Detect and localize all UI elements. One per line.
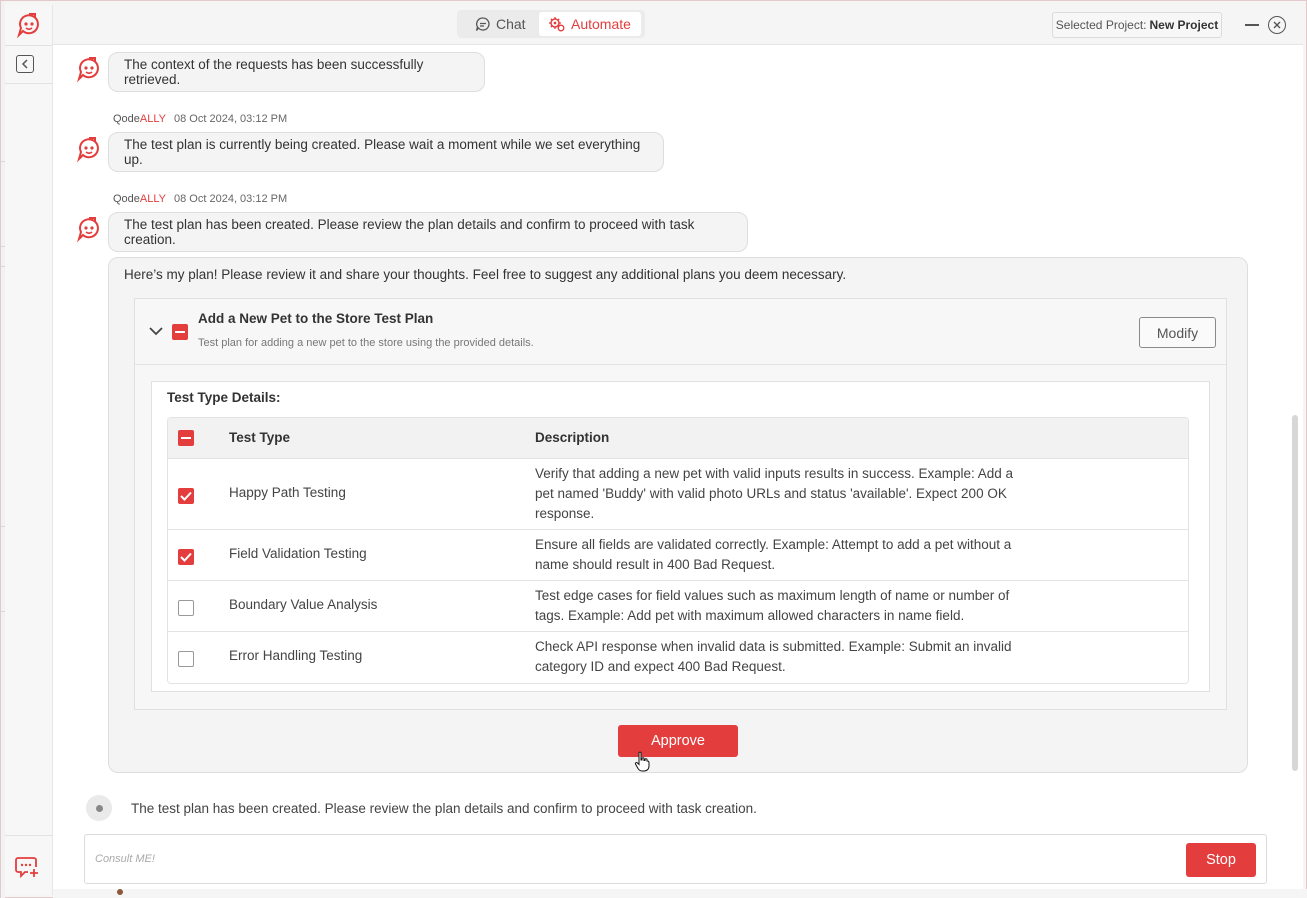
- message-bubble: The context of the requests has been successfully retrieved.: [108, 52, 485, 92]
- row-checkbox[interactable]: [178, 600, 194, 616]
- test-type-name: Field Validation Testing: [229, 546, 367, 561]
- bot-avatar-icon: [75, 215, 103, 243]
- status-indicator-icon: [86, 795, 112, 821]
- details-title: Test Type Details:: [167, 390, 281, 405]
- test-type-description: Test edge cases for field values such as maximum length of name or number of tags. Example: Add pet with maximum allowed characters in name field.: [535, 588, 1010, 623]
- table-row: [168, 459, 1188, 530]
- bot-avatar-icon: [75, 55, 103, 83]
- sender-name-suffix: ALLY: [139, 113, 167, 125]
- test-type-name: Error Handling Testing: [229, 648, 363, 663]
- plan-title: Add a New Pet to the Store Test Plan: [198, 311, 434, 326]
- selected-project-name: New Project: [1149, 18, 1219, 32]
- select-all-checkbox[interactable]: [178, 430, 194, 446]
- approve-button[interactable]: Approve: [618, 725, 738, 757]
- plan-subtitle: Test plan for adding a new pet to the store using the provided details.: [198, 337, 534, 349]
- table-row: [168, 632, 1188, 683]
- row-checkbox[interactable]: [178, 651, 194, 667]
- table-row: [168, 530, 1188, 581]
- test-type-name: Happy Path Testing: [229, 485, 346, 500]
- consult-input[interactable]: [95, 849, 1175, 869]
- background-window-peek: [53, 889, 1307, 898]
- row-checkbox[interactable]: [178, 549, 194, 565]
- row-checkbox[interactable]: [178, 488, 194, 504]
- modify-button[interactable]: Modify: [1139, 317, 1216, 348]
- chat-scrollbar[interactable]: [1292, 415, 1298, 771]
- test-type-details: [151, 381, 1210, 692]
- table-header: [168, 418, 1188, 459]
- message-bubble: The test plan has been created. Please review the plan details and confirm to proceed with task creation.: [108, 212, 748, 252]
- sidebar: [5, 5, 53, 895]
- qodeally-logo-icon: [15, 11, 43, 39]
- chat-mode-tab[interactable]: [475, 10, 526, 38]
- test-type-description: Ensure all fields are validated correctly. Example: Attempt to add a pet without a name should result in 400 Bad Request.: [535, 537, 1012, 572]
- test-type-description: Check API response when invalid data is submitted. Example: Submit an invalid category ID and expect 400 Bad Request.: [535, 639, 1012, 674]
- bot-avatar-icon: [75, 135, 103, 163]
- automate-mode-label: Automate: [571, 16, 631, 32]
- chat-area: [53, 45, 1303, 895]
- new-chat-icon[interactable]: [14, 853, 40, 879]
- test-type-name: Boundary Value Analysis: [229, 597, 378, 612]
- message-timestamp: 08 Oct 2024, 03:12 PM: [174, 193, 288, 205]
- top-bar: [53, 5, 1303, 45]
- test-type-description: Verify that adding a new pet with valid inputs results in success. Example: Add a pet named 'Buddy' with valid photo URLs and status 'available'. Expect 200 OK response.: [535, 466, 1014, 521]
- sender-name-prefix: Qode: [113, 113, 140, 125]
- test-plan-header: [135, 299, 1226, 365]
- column-header-test-type: Test Type: [229, 430, 291, 445]
- status-row: [86, 795, 757, 821]
- message-meta: [113, 193, 287, 205]
- automate-gears-icon: [548, 15, 566, 33]
- message-meta: [113, 113, 287, 125]
- checkmark-icon: [180, 552, 192, 562]
- minimize-button[interactable]: [1245, 24, 1259, 26]
- composer: [84, 834, 1267, 884]
- chat-bubble-icon: [475, 16, 491, 32]
- checkmark-icon: [180, 491, 192, 501]
- close-icon: [1273, 21, 1281, 29]
- hand-cursor-icon: [634, 751, 650, 773]
- selected-project-selector[interactable]: [1052, 12, 1222, 38]
- stop-button[interactable]: Stop: [1186, 843, 1256, 877]
- status-text: The test plan has been created. Please review the plan details and confirm to proceed with task creation.: [131, 800, 757, 816]
- plan-intro-text: Here’s my plan! Please review it and share your thoughts. Feel free to suggest any additional plans you deem necessary.: [124, 267, 847, 282]
- sender-name-prefix: Qode: [113, 193, 140, 205]
- collapse-sidebar-button[interactable]: [16, 55, 34, 73]
- table-row: [168, 581, 1188, 632]
- test-type-table: [167, 417, 1189, 684]
- plan-select-checkbox[interactable]: [172, 324, 188, 340]
- column-header-description: Description: [535, 430, 610, 445]
- automate-mode-tab[interactable]: [539, 12, 641, 36]
- test-plan-card: [108, 257, 1248, 773]
- sender-name-suffix: ALLY: [139, 193, 167, 205]
- message-bubble: The test plan is currently being created. Please wait a moment while we set everything up.: [108, 132, 664, 172]
- mode-toggle: [457, 10, 645, 38]
- test-plan-panel: [134, 298, 1227, 710]
- close-button[interactable]: [1268, 16, 1286, 34]
- chevron-left-icon: [21, 59, 29, 69]
- message-timestamp: 08 Oct 2024, 03:12 PM: [174, 113, 288, 125]
- chat-mode-label: Chat: [496, 16, 526, 32]
- chevron-down-icon[interactable]: [149, 324, 163, 338]
- selected-project-prefix: Selected Project:: [1055, 18, 1147, 32]
